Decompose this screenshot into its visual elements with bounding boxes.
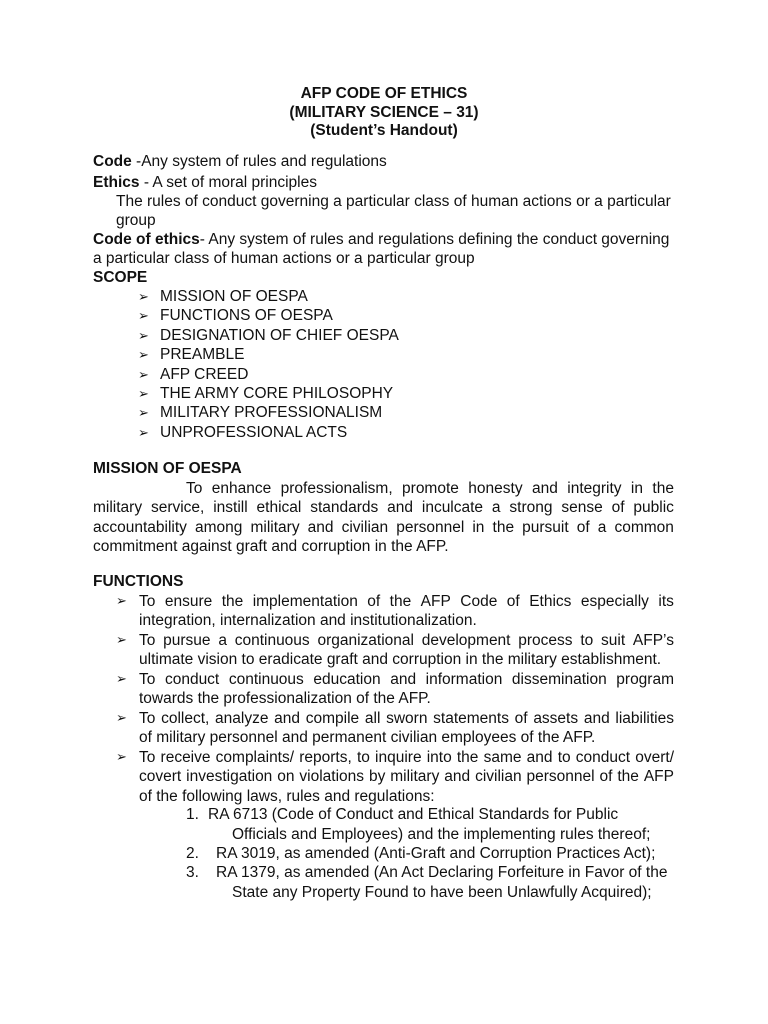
definition-ethics [93,174,317,192]
mission-line: commitment against graft and corruption in the AFP. [93,537,449,555]
word: personnel [396,518,465,536]
function-item-line [139,768,674,786]
word: the [652,480,674,497]
word: collect, [161,710,210,727]
word: a [491,499,501,517]
def-code-of-ethics-2: a particular class of human actions or a particular group [93,250,475,267]
word: professionalism, [280,480,393,497]
word: overt/ [635,749,674,766]
law-number: 2. [186,845,199,862]
function-item-line: of the following laws, rules and regulations: [139,787,435,805]
word: to [580,632,594,649]
word: pursue [163,632,211,649]
function-item-line [139,710,674,728]
mission-line [186,480,674,498]
word: ensure [164,593,213,610]
word: Ethics [529,593,572,610]
word: To [139,593,156,610]
word: of [506,593,520,610]
word: AFP [643,768,674,786]
word: of [611,499,625,517]
def-code-of-ethics-1: - Any system of rules and regulations defining the conduct governing [199,231,670,248]
word: to [557,749,571,766]
scope-item-label: MILITARY PROFESSIONALISM [160,404,383,422]
term-code-of-ethics: Code of ethics [93,231,200,248]
scope-item-label: PREAMBLE [160,346,245,364]
word: receive [160,749,211,766]
word: continuous [234,632,310,649]
scope-heading: SCOPE [93,269,148,286]
word: and [444,768,471,786]
word: analyze [215,710,269,727]
word: of [367,593,381,610]
document-title: AFP CODE OF ETHICS [300,85,468,102]
arrow-bullet-icon: ➢ [138,366,149,382]
word: education [313,671,381,688]
word: by [368,768,386,786]
word: complaints/ [215,749,295,766]
arrow-bullet-icon: ➢ [138,347,149,363]
word: civilian [341,518,389,536]
word: investigation [186,768,273,786]
word: assets [533,710,579,727]
term-ethics: Ethics [93,174,140,191]
word: process [518,632,573,649]
word: sense [561,499,603,517]
word: military [250,518,300,536]
word: same [483,749,522,766]
word: enhance [211,480,272,497]
scope-item [138,424,347,442]
arrow-bullet-icon: ➢ [138,289,149,304]
document-subtitle: (MILITARY SCIENCE – 31) [289,104,479,121]
function-item-line: of military personnel and permanent civilian employees of the AFP. [139,729,596,747]
scope-item [138,404,382,422]
word: a [218,632,227,649]
word: personnel [526,768,595,786]
arrow-bullet-icon: ➢ [116,632,127,647]
scope-item [138,346,244,364]
word: To [139,710,156,727]
word: To [186,480,203,497]
word: to [356,749,370,766]
word: the [456,749,479,766]
function-item-line: towards the professionalization of the AFP. [139,690,431,708]
scope-item [138,385,393,403]
word: information [425,671,503,688]
word: integrity [567,480,622,497]
word: its [658,593,674,610]
word: the [492,518,515,536]
word: suit [601,632,626,649]
law-text-line-1: RA 3019, as amended (Anti-Graft and Corruption Practices Act); [216,845,656,862]
term-code: Code [93,153,132,170]
word: into [426,749,452,766]
word: in [472,518,485,536]
scope-item-label: UNPROFESSIONAL ACTS [160,423,348,441]
word: in [630,480,643,497]
scope-item [138,327,399,345]
word: AFP’s [632,632,674,649]
function-item-line: integration, internalization and institutionalization. [139,612,477,630]
word: AFP [420,593,451,610]
scope-item-label: AFP CREED [160,365,249,383]
word: and [531,480,558,497]
arrow-bullet-icon: ➢ [116,671,127,686]
word: Code [460,593,498,610]
word: military [390,768,440,786]
word: standards [310,499,379,517]
arrow-bullet-icon: ➢ [138,424,149,440]
document-handout-label: (Student’s Handout) [310,122,458,139]
word: development [421,632,511,649]
word: service, [150,499,205,517]
word: especially [580,593,649,610]
word: statements [433,710,509,727]
word: conduct [164,671,220,688]
word: strong [509,499,553,517]
word: dissemination [511,671,607,688]
word: the [389,593,412,610]
word: all [364,710,381,727]
word: and [390,671,417,688]
scope-item-label: MISSION OF OESPA [160,288,308,305]
word: of [514,710,528,727]
word: the [617,768,639,786]
law-number: 1. [186,806,199,823]
word: honesty [468,480,523,497]
scope-item-label: DESIGNATION OF CHIEF OESPA [160,326,399,344]
definition-code-of-ethics [93,231,669,249]
definition-code [93,153,387,171]
word: accountability [93,518,187,536]
word: civilian [475,768,522,786]
mission-line [93,519,674,537]
word: conduct [575,749,631,766]
word: of [599,768,613,786]
word: liabilities [615,710,674,727]
ethics-subdef-line-2: group [116,212,156,229]
word: program [616,671,674,688]
scope-item [138,288,308,306]
word: implementation [252,593,358,610]
word: organizational [317,632,414,649]
arrow-bullet-icon: ➢ [138,308,149,324]
word: sworn [386,710,428,727]
arrow-bullet-icon: ➢ [138,405,149,421]
word: and [307,518,334,536]
word: a [597,518,607,536]
law-text-line-2: State any Property Found to have been Unlawfully Acquired); [232,883,652,901]
law-text-line-2: Officials and Employees) and the implementing rules thereof; [232,825,651,843]
scope-item [138,366,248,384]
word: public [633,499,674,517]
word: compile [305,710,360,727]
word: pursuit [522,518,569,536]
scope-item [138,307,333,325]
mission-heading: MISSION OF OESPA [93,460,242,477]
word: and [387,499,414,517]
word: and [583,710,610,727]
word: among [195,518,243,536]
word: violations [299,768,365,786]
word: and [526,749,553,766]
scope-item-label: THE ARMY CORE PHILOSOPHY [160,385,394,402]
law-text-line-1: RA 6713 (Code of Conduct and Ethical Standards for Public [208,806,619,823]
word: common [614,518,674,536]
law-number: 3. [186,864,199,881]
word: covert [139,768,182,786]
ethics-subdef-line-1: The rules of conduct governing a particular class of human actions or a particular [116,193,671,210]
word: ethical [256,499,302,517]
arrow-bullet-icon: ➢ [138,386,149,401]
word: military [93,499,143,517]
word: reports, [299,749,352,766]
word: To [139,749,156,766]
word: To [139,632,156,649]
scope-item-label: FUNCTIONS OF OESPA [160,307,333,325]
function-item-line [139,593,674,611]
word: promote [402,480,459,497]
function-item-line [139,749,674,767]
functions-heading: FUNCTIONS [93,573,184,590]
law-text-line-1: RA 1379, as amended (An Act Declaring Forfeiture in Favor of the [216,864,668,881]
word: inculcate [421,499,484,517]
word: inquire [375,749,422,766]
arrow-bullet-icon: ➢ [138,327,149,343]
word: of [576,518,590,536]
word: To [139,671,156,688]
function-item-line: ultimate vision to eradicate graft and corruption in the military establishment. [139,651,662,669]
function-item-line [139,671,674,689]
word: on [277,768,295,786]
def-code: -Any system of rules and regulations [131,153,387,170]
word: continuous [228,671,304,688]
arrow-bullet-icon: ➢ [116,749,127,764]
arrow-bullet-icon: ➢ [116,593,127,608]
def-ethics: - A set of moral principles [139,174,317,191]
function-item-line [139,632,674,650]
word: instill [213,499,248,517]
arrow-bullet-icon: ➢ [116,710,127,725]
mission-line [93,499,674,517]
word: the [221,593,244,610]
word: and [274,710,301,727]
